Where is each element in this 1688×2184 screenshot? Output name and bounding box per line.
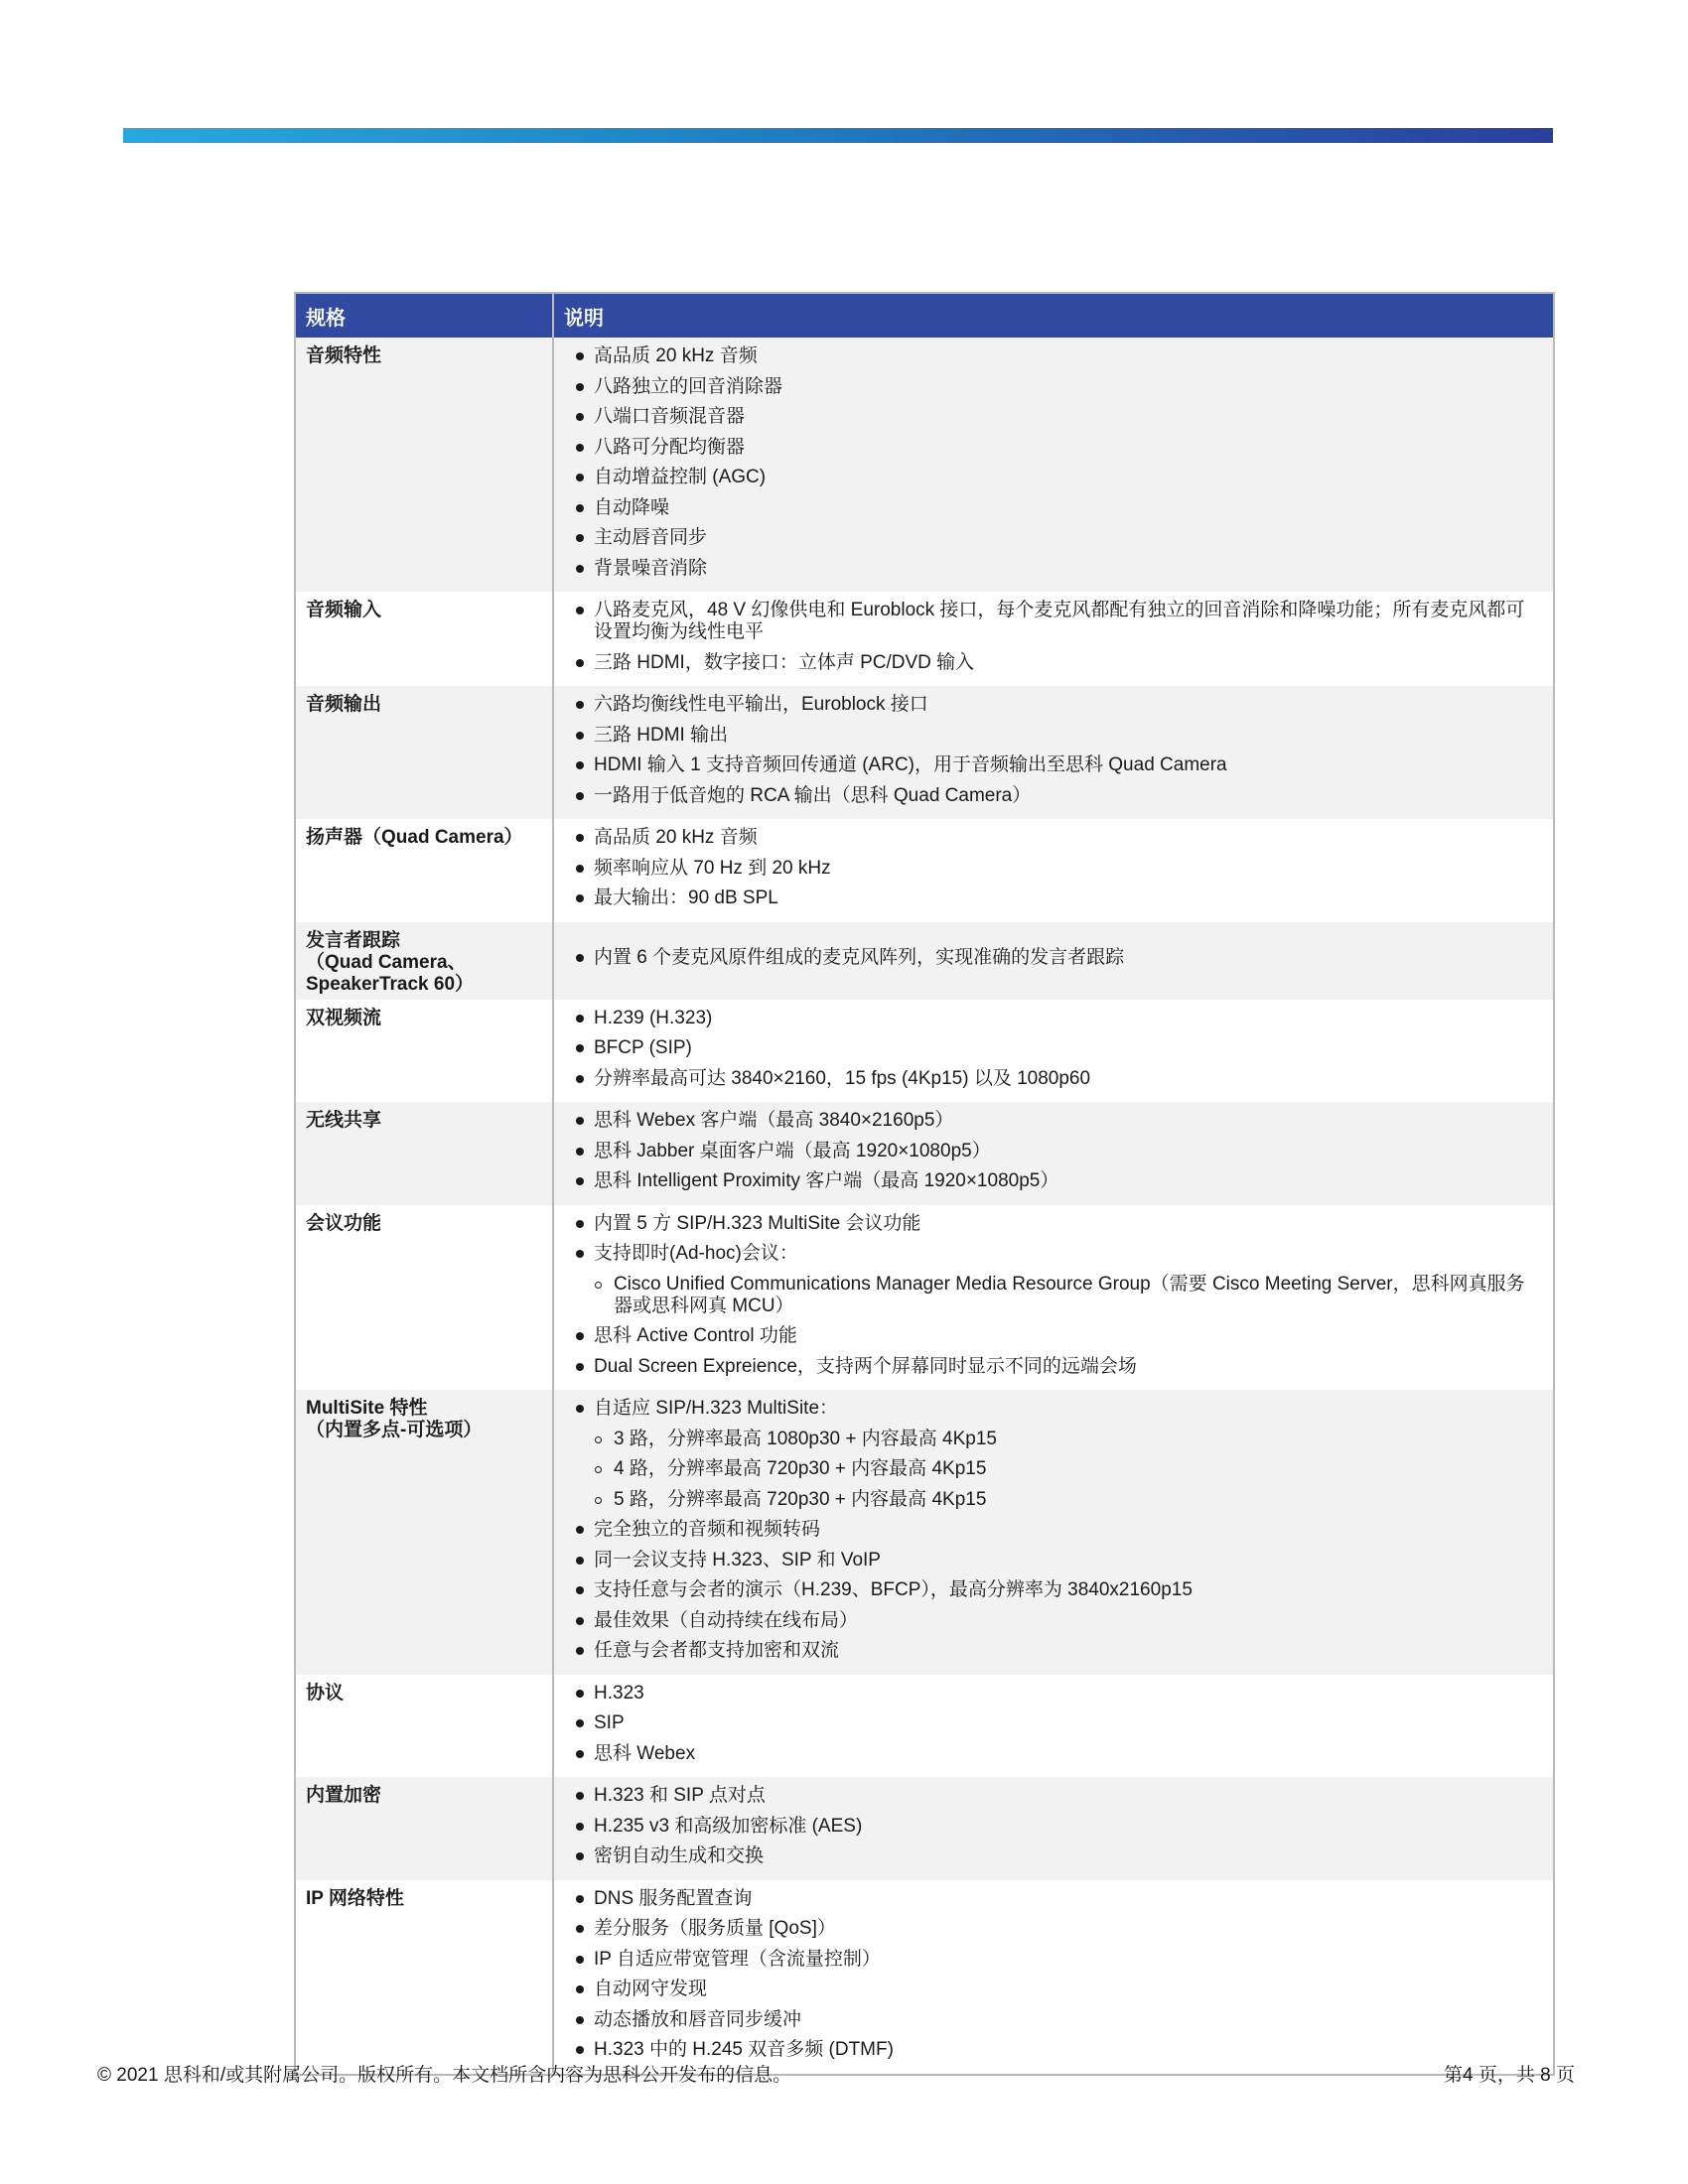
list-item: HDMI 输入 1 支持音频回传通道 (ARC)，用于音频输出至思科 Quad Camera — [574, 754, 1543, 776]
bullet-list — [574, 1785, 1543, 1867]
spec-name-cell — [295, 592, 553, 686]
spec-name: 会议功能 — [306, 1212, 382, 1234]
list-item: 差分服务（服务质量 [QoS]） — [574, 1918, 1543, 1940]
table-header-row — [295, 293, 1554, 338]
table-row — [295, 1777, 1554, 1880]
list-item: 完全独立的音频和视频转码 — [574, 1519, 1543, 1541]
list-item: BFCP (SIP) — [574, 1037, 1543, 1059]
spec-name-cell — [295, 1390, 553, 1675]
sub-list-item: Cisco Unified Communications Manager Media Resource Group（需要 Cisco Meeting Server，思科网真服务器或思科网真 MCU） — [574, 1274, 1543, 1317]
list-item: 分辨率最高可达 3840×2160，15 fps (4Kp15) 以及 1080p60 — [574, 1068, 1543, 1090]
spec-description-cell — [553, 592, 1554, 686]
list-item: 一路用于低音炮的 RCA 输出（思科 Quad Camera） — [574, 785, 1543, 807]
footer-copyright: © 2021 思科和/或其附属公司。版权所有。本文档所含内容为思科公开发布的信息。 — [97, 2065, 792, 2086]
list-item: 任意与会者都支持加密和双流 — [574, 1640, 1543, 1662]
list-item: 思科 Webex 客户端（最高 3840×2160p5） — [574, 1110, 1543, 1132]
spec-name: 音频特性 — [306, 345, 382, 366]
table-row — [295, 1390, 1554, 1675]
list-item: 同一会议支持 H.323、SIP 和 VoIP — [574, 1550, 1543, 1571]
table-row — [295, 1675, 1554, 1778]
spec-name: 扬声器（Quad Camera） — [306, 827, 523, 848]
list-item: 自动网守发现 — [574, 1979, 1543, 2000]
list-item: 自动增益控制 (AGC) — [574, 467, 1543, 488]
spec-name: （Quad Camera、 — [306, 951, 467, 973]
list-item: 内置 6 个麦克风原件组成的麦克风阵列，实现准确的发言者跟踪 — [574, 947, 1543, 969]
spec-name: 音频输入 — [306, 600, 382, 620]
list-item: 内置 5 方 SIP/H.323 MultiSite 会议功能 — [574, 1213, 1543, 1235]
list-item: H.235 v3 和高级加密标准 (AES) — [574, 1816, 1543, 1838]
spec-name-cell — [295, 922, 553, 1000]
list-item: 主动唇音同步 — [574, 527, 1543, 549]
sub-list-item: 5 路，分辨率最高 720p30 + 内容最高 4Kp15 — [574, 1489, 1543, 1511]
table-row — [295, 922, 1554, 1000]
header-description: 说明 — [553, 293, 1554, 338]
list-item: 三路 HDMI，数字接口：立体声 PC/DVD 输入 — [574, 652, 1543, 674]
bullet-list — [574, 1213, 1543, 1378]
list-item: 思科 Jabber 桌面客户端（最高 1920×1080p5） — [574, 1141, 1543, 1162]
bullet-list — [574, 694, 1543, 807]
bullet-list — [574, 600, 1543, 674]
table-row — [295, 686, 1554, 819]
sub-list-item: 4 路，分辨率最高 720p30 + 内容最高 4Kp15 — [574, 1458, 1543, 1480]
list-item: DNS 服务配置查询 — [574, 1888, 1543, 1910]
list-item: 频率响应从 70 Hz 到 20 kHz — [574, 858, 1543, 880]
spec-name: 音频输出 — [306, 694, 382, 715]
spec-description-cell — [553, 1777, 1554, 1880]
spec-name: 内置加密 — [306, 1785, 382, 1806]
spec-name-cell — [295, 1205, 553, 1391]
table-row — [295, 1880, 1554, 2075]
spec-name-cell — [295, 1000, 553, 1103]
list-item: SIP — [574, 1712, 1543, 1734]
list-item: 高品质 20 kHz 音频 — [574, 827, 1543, 849]
list-item: 思科 Webex — [574, 1743, 1543, 1765]
spec-description-cell — [553, 686, 1554, 819]
table-body — [295, 338, 1554, 2075]
table-row — [295, 592, 1554, 686]
spec-name: MultiSite 特性 — [306, 1398, 428, 1419]
spec-description-cell — [553, 1000, 1554, 1103]
spec-description-cell — [553, 819, 1554, 922]
table-row — [295, 338, 1554, 592]
spec-description-cell — [553, 1205, 1554, 1391]
list-item: Dual Screen Expreience，支持两个屏幕同时显示不同的远端会场 — [574, 1356, 1543, 1378]
spec-name: 协议 — [306, 1682, 345, 1704]
list-item: 支持即时(Ad-hoc)会议： — [574, 1243, 1543, 1265]
list-item: 八路独立的回音消除器 — [574, 376, 1543, 398]
spec-name-cell — [295, 1777, 553, 1880]
spec-name: （内置多点-可选项） — [306, 1420, 483, 1440]
list-item: 八路麦克风，48 V 幻像供电和 Euroblock 接口，每个麦克风都配有独立的回音消除和降噪功能；所有麦克风都可设置均衡为线性电平 — [574, 600, 1543, 643]
spec-name: 发言者跟踪 — [306, 929, 401, 951]
list-item: 密钥自动生成和交换 — [574, 1845, 1543, 1867]
spec-name-cell — [295, 1102, 553, 1205]
list-item: 三路 HDMI 输出 — [574, 725, 1543, 747]
spec-name: 无线共享 — [306, 1110, 382, 1131]
spec-table — [294, 292, 1555, 2076]
spec-description-cell — [553, 338, 1554, 592]
list-item: 最大输出：90 dB SPL — [574, 887, 1543, 909]
bullet-list — [574, 827, 1543, 909]
header-accent-bar — [123, 128, 1553, 143]
list-item: 背景噪音消除 — [574, 558, 1543, 580]
table-row — [295, 819, 1554, 922]
spec-name-cell — [295, 1675, 553, 1778]
list-item: 六路均衡线性电平输出，Euroblock 接口 — [574, 694, 1543, 716]
list-item: IP 自适应带宽管理（含流量控制） — [574, 1949, 1543, 1971]
header-spec: 规格 — [295, 293, 553, 338]
table-row — [295, 1000, 1554, 1103]
list-item: 自动降噪 — [574, 497, 1543, 519]
list-item: H.323 和 SIP 点对点 — [574, 1785, 1543, 1807]
list-item: H.323 中的 H.245 双音多频 (DTMF) — [574, 2039, 1543, 2061]
spec-description-cell — [553, 1390, 1554, 1675]
spec-name-cell — [295, 338, 553, 592]
list-item: 自适应 SIP/H.323 MultiSite： — [574, 1398, 1543, 1420]
list-item: 最佳效果（自动持续在线布局） — [574, 1610, 1543, 1632]
spec-name: 双视频流 — [306, 1007, 382, 1028]
spec-name: SpeakerTrack 60） — [306, 973, 475, 995]
spec-description-cell — [553, 1675, 1554, 1778]
spec-description-cell — [553, 1880, 1554, 2075]
spec-name-cell — [295, 1880, 553, 2075]
table-row — [295, 1205, 1554, 1391]
list-item: H.239 (H.323) — [574, 1008, 1543, 1029]
bullet-list — [574, 947, 1543, 969]
list-item: H.323 — [574, 1683, 1543, 1705]
spec-name-cell — [295, 819, 553, 922]
spec-name-cell — [295, 686, 553, 819]
list-item: 高品质 20 kHz 音频 — [574, 345, 1543, 367]
bullet-list — [574, 1888, 1543, 2062]
bullet-list — [574, 1008, 1543, 1090]
list-item: 八端口音频混音器 — [574, 406, 1543, 428]
list-item: 思科 Intelligent Proximity 客户端（最高 1920×1080p5） — [574, 1170, 1543, 1192]
bullet-list — [574, 1398, 1543, 1662]
spec-name: IP 网络特性 — [306, 1887, 404, 1909]
bullet-list — [574, 1110, 1543, 1192]
list-item: 支持任意与会者的演示（H.239、BFCP），最高分辨率为 3840x2160p15 — [574, 1579, 1543, 1601]
bullet-list — [574, 345, 1543, 580]
spec-description-cell — [553, 1102, 1554, 1205]
table-row — [295, 1102, 1554, 1205]
footer-page-number: 第4 页，共 8 页 — [1444, 2065, 1575, 2086]
spec-description-cell — [553, 922, 1554, 1000]
bullet-list — [574, 1683, 1543, 1765]
list-item: 动态播放和唇音同步缓冲 — [574, 2009, 1543, 2031]
sub-list-item: 3 路，分辨率最高 1080p30 + 内容最高 4Kp15 — [574, 1429, 1543, 1450]
list-item: 八路可分配均衡器 — [574, 437, 1543, 459]
list-item: 思科 Active Control 功能 — [574, 1325, 1543, 1347]
